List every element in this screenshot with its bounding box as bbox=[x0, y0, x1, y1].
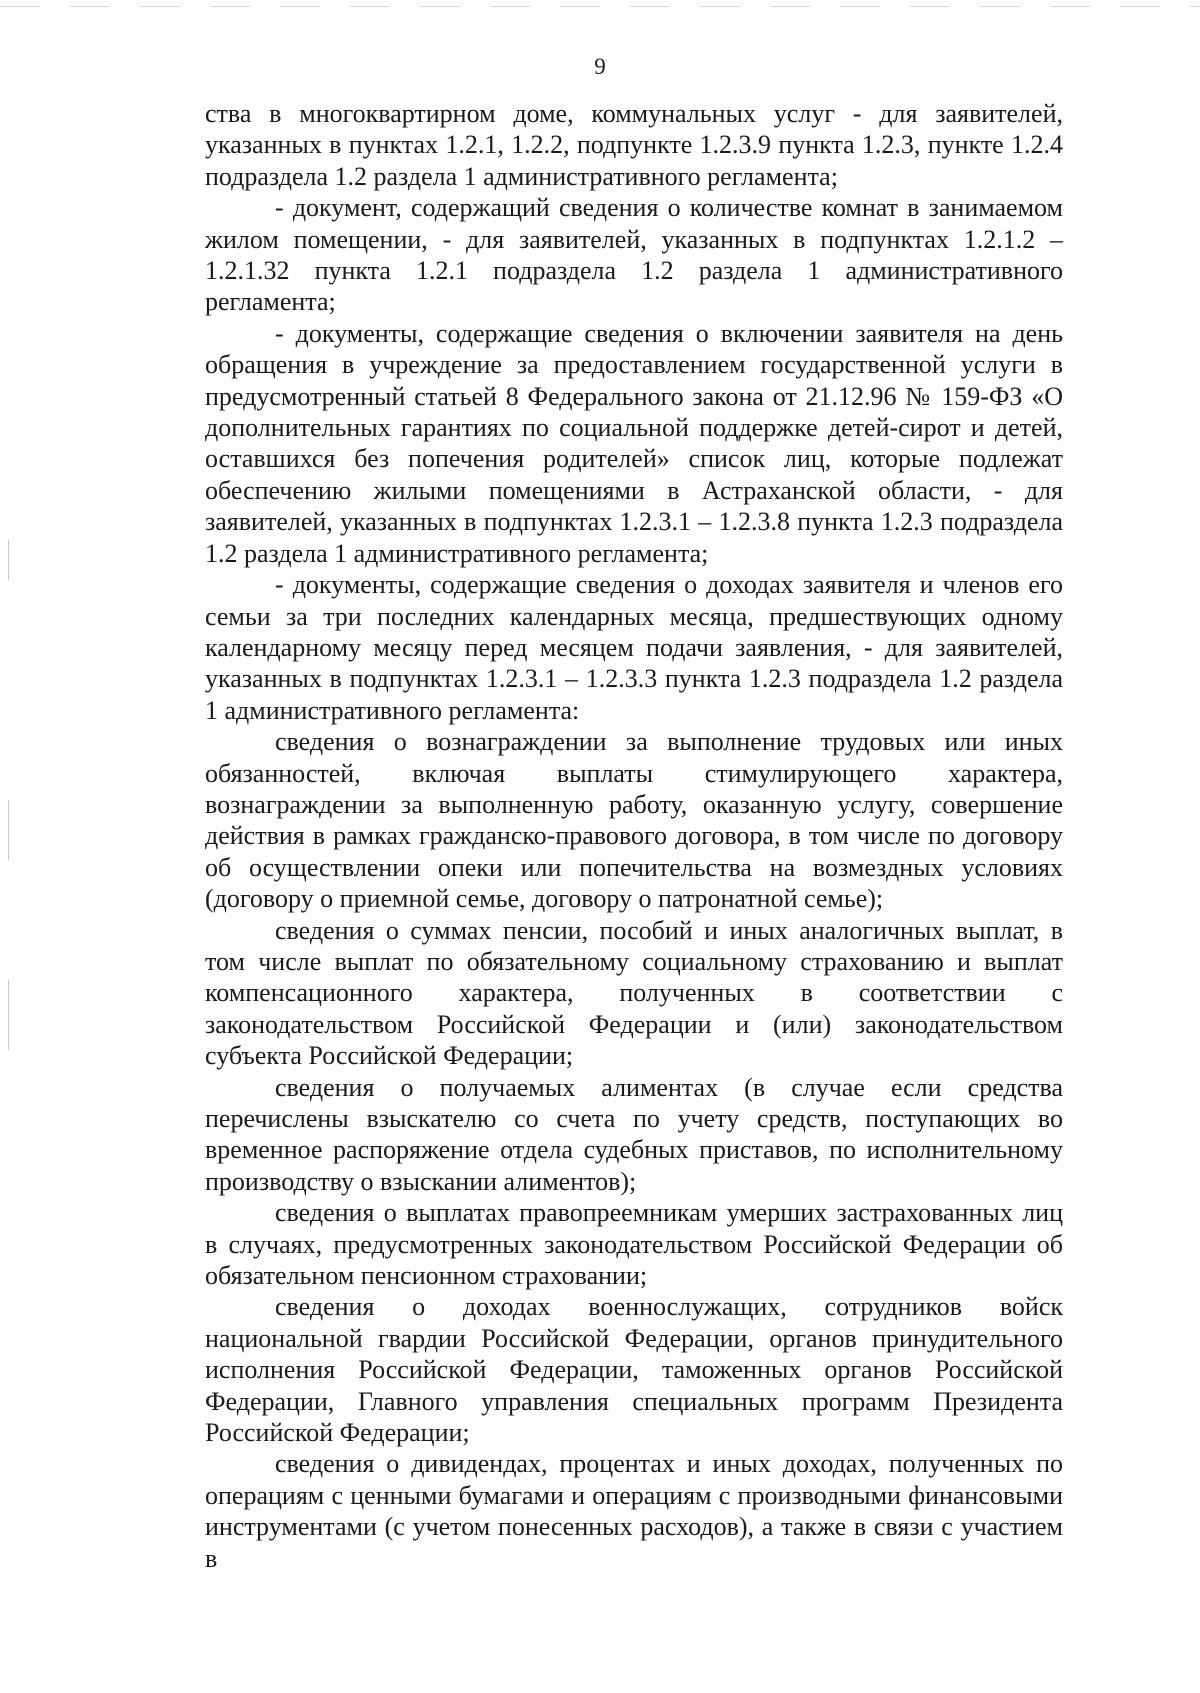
scan-artifact-left bbox=[8, 540, 9, 580]
document-body bbox=[205, 98, 1063, 1574]
scan-artifact-top bbox=[0, 6, 1200, 7]
paragraph: ства в многоквартирном доме, коммунальных услуг - для заявителей, указанных в пунктах 1.2.1, 1.2.2, подпункте 1.2.3.9 пункта 1.2.3, пункте 1.2.4 подраздела 1.2 раздела 1 административного регламента; bbox=[205, 99, 1063, 191]
paragraph: сведения о выплатах правопреемникам умерших застрахованных лиц в случаях, предусмотренных законодательством Российской Федерации об обязательном пенсионном страховании; bbox=[205, 1198, 1063, 1291]
paragraph: сведения о доходах военнослужащих, сотрудников войск национальной гвардии Российской Федерации, органов принудительного исполнения Российской Федерации, таможенных органов Российской Федерации, Главного управления специальных программ Президента Российской Федерации; bbox=[205, 1292, 1063, 1448]
paragraph: сведения о дивидендах, процентах и иных доходах, полученных по операциям с ценными бумагами и операциям с производными финансовыми инструментами (с учетом понесенных расходов), а также в связи с участием в bbox=[205, 1449, 1063, 1573]
paragraph: - документ, содержащий сведения о количестве комнат в занимаемом жилом помещении, - для заявителей, указанных в подпунктах 1.2.1.2 – 1.2.1.32 пункта 1.2.1 подраздела 1.2 раздела 1 административного регламента; bbox=[205, 193, 1063, 317]
paragraph: сведения о вознаграждении за выполнение трудовых или иных обязанностей, включая выплаты стимулирующего характера, вознаграждении за выполненную работу, оказанную услугу, совершение действия в рамках гражданско-правового договора, в том числе по договору об осуществлении опеки или попечительства на возмездных условиях (договору о приемной семье, договору о патронатной семье); bbox=[205, 727, 1063, 914]
page-number: 9 bbox=[594, 54, 606, 79]
paragraph: - документы, содержащие сведения о доходах заявителя и членов его семьи за три последних календарных месяца, предшествующих одному календарному месяцу перед месяцем подачи заявления, - для заявителей, указанных в подпунктах 1.2.3.1 – 1.2.3.3 пункта 1.2.3 подраздела 1.2 раздела 1 административного регламента: bbox=[205, 570, 1063, 725]
scan-artifact-left bbox=[8, 800, 9, 860]
paragraph: сведения о получаемых алиментах (в случае если средства перечислены взыскателю со счета по учету средств, поступающих во временное распоряжение отдела судебных приставов, по исполнительному производству о взыскании алиментов); bbox=[205, 1072, 1063, 1196]
scan-artifact-left bbox=[8, 980, 9, 1050]
paragraph: сведения о суммах пенсии, пособий и иных аналогичных выплат, в том числе выплат по обязательному социальному страхованию и выплат компенсационного характера, полученных в соответствии с законодательством Российской Федерации и (или) законодательством субъекта Российской Федерации; bbox=[205, 915, 1063, 1071]
paragraph: - документы, содержащие сведения о включении заявителя на день обращения в учреждение за предоставлением государственной услуги в предусмотренный статьей 8 Федерального закона от 21.12.96 № 159-ФЗ «О дополнительных гарантиях по социальной поддержке детей-сирот и детей, оставшихся без попечения родителей» список лиц, которые подлежат обеспечению жилыми помещениями в Астраханской области, - для заявителей, указанных в подпунктах 1.2.3.1 – 1.2.3.8 пункта 1.2.3 подраздела 1.2 раздела 1 административного регламента; bbox=[205, 318, 1063, 568]
